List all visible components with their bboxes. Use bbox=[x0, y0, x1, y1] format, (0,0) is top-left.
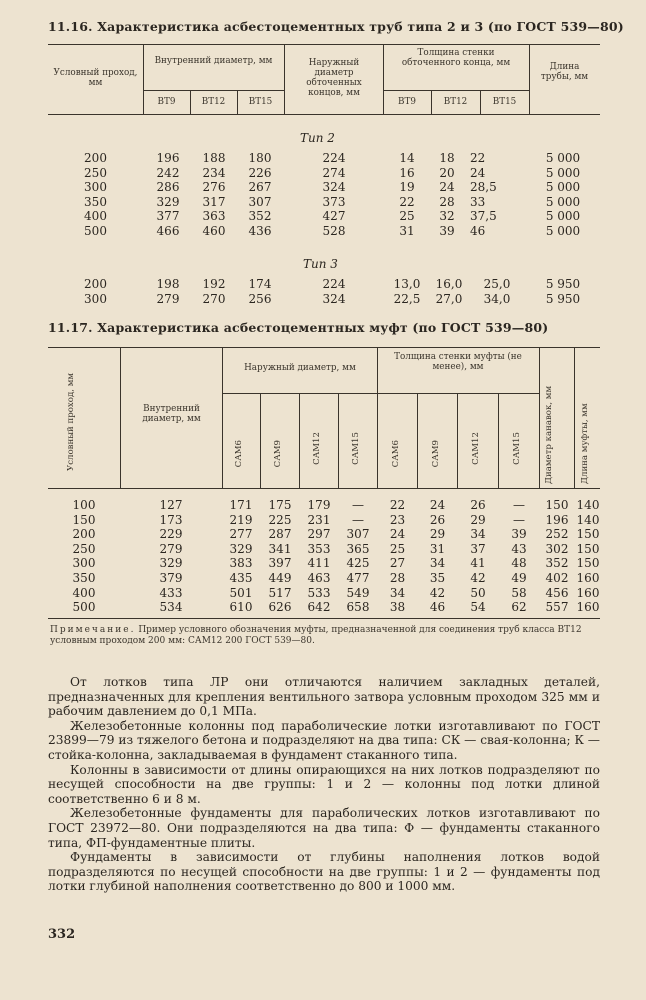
table-cell: 200 bbox=[84, 277, 107, 291]
class-header: САМ9 bbox=[431, 440, 441, 468]
table-cell: 37 bbox=[470, 541, 486, 556]
table-cell: 557 bbox=[545, 600, 569, 615]
table-cell: 150 bbox=[576, 527, 600, 542]
table-cell: 533 bbox=[307, 585, 331, 600]
table-cell: 31 bbox=[429, 541, 446, 556]
table-cell: 435 bbox=[229, 571, 253, 585]
table-cell: 300 bbox=[84, 180, 107, 194]
table-cell: 341 bbox=[268, 541, 292, 556]
table-cell: 200 bbox=[84, 151, 107, 165]
table-cell: 300 bbox=[72, 556, 96, 571]
class-header: ВТ9 bbox=[398, 97, 416, 107]
table-cell: 26 bbox=[470, 498, 486, 512]
table-cell: 150 bbox=[576, 541, 600, 556]
table-cell: 19 bbox=[399, 180, 415, 194]
table-cell: 329 bbox=[159, 556, 183, 571]
table-cell: 22 bbox=[470, 151, 486, 165]
table-row bbox=[0, 527, 646, 542]
table-cell: 229 bbox=[159, 527, 183, 542]
table-cell: 196 bbox=[545, 512, 569, 527]
table-cell: 13,0 bbox=[393, 277, 421, 291]
table-cell: 456 bbox=[545, 585, 569, 600]
paragraph: От лотков типа ЛР они отличаются наличием закладных деталей, предназначенных для крепления вентильного затвора условным проходом 325 мм и рабочим давлением до 0,1 МПа. bbox=[48, 675, 600, 719]
table-cell: 20 bbox=[439, 165, 455, 180]
table-row bbox=[0, 498, 646, 513]
table-cell: 42 bbox=[470, 571, 486, 585]
page-number: 332 bbox=[48, 927, 76, 942]
table-cell: 28 bbox=[389, 571, 406, 585]
table-cell: 38 bbox=[389, 600, 406, 615]
table-cell: 41 bbox=[470, 556, 486, 571]
table-cell: 46 bbox=[429, 600, 446, 615]
table-cell: 329 bbox=[156, 194, 180, 209]
table-cell: — bbox=[352, 498, 364, 512]
table-cell: 300 bbox=[84, 291, 107, 306]
table-cell: 22 bbox=[389, 498, 406, 512]
col2-wall-header: Толщина стенки муфты (не менее), мм bbox=[394, 352, 522, 372]
col2-inner-diam-header: Внутренний диаметр, мм bbox=[142, 404, 201, 424]
table-row bbox=[0, 277, 646, 292]
table-cell: 286 bbox=[156, 180, 180, 194]
col2-nominal-header: Условный проход, мм bbox=[66, 372, 76, 472]
table-cell: 500 bbox=[84, 223, 107, 238]
table-cell: 501 bbox=[229, 585, 253, 600]
table-cell: 27 bbox=[389, 556, 406, 571]
col-inner-diam-header: Внутренний диаметр, мм bbox=[154, 56, 273, 66]
table-cell: 174 bbox=[248, 277, 272, 291]
table-cell: 267 bbox=[248, 180, 272, 194]
table-cell: 517 bbox=[268, 585, 292, 600]
table-cell: 463 bbox=[307, 571, 331, 585]
table-cell: 279 bbox=[159, 541, 183, 556]
type2-label: Тип 2 bbox=[300, 131, 335, 145]
table-cell: 5 950 bbox=[545, 277, 581, 291]
col-length-header: Длина трубы, мм bbox=[540, 62, 589, 82]
table-cell: 626 bbox=[268, 600, 292, 615]
table-cell: — bbox=[513, 498, 525, 512]
table-cell: 26 bbox=[429, 512, 446, 527]
class-header: САМ15 bbox=[351, 432, 361, 465]
table-cell: 397 bbox=[268, 556, 292, 571]
table-cell: 188 bbox=[202, 151, 226, 165]
table-cell: 34,0 bbox=[483, 291, 511, 306]
table-cell: 365 bbox=[346, 541, 370, 556]
table-row bbox=[0, 542, 646, 557]
col-wall-header: Толщина стенки обточенного конца, мм bbox=[401, 48, 511, 68]
table-cell: 179 bbox=[307, 498, 331, 512]
table-cell: 224 bbox=[322, 151, 346, 165]
table-cell: 28 bbox=[439, 194, 455, 209]
table-cell: 363 bbox=[202, 209, 226, 223]
table-cell: 198 bbox=[156, 277, 180, 291]
table-cell: 402 bbox=[545, 571, 569, 585]
table-cell: 250 bbox=[72, 541, 96, 556]
class-header: ВТ12 bbox=[443, 97, 468, 107]
table-cell: 274 bbox=[322, 165, 346, 180]
table-cell: 224 bbox=[322, 277, 346, 291]
table-cell: 234 bbox=[202, 165, 226, 180]
table-cell: 400 bbox=[84, 209, 107, 223]
table-cell: 449 bbox=[268, 571, 292, 585]
table-cell: 379 bbox=[159, 571, 183, 585]
table-cell: 46 bbox=[470, 223, 486, 238]
table-cell: 302 bbox=[545, 541, 569, 556]
table-cell: 610 bbox=[229, 600, 253, 615]
table-cell: 411 bbox=[307, 556, 331, 571]
table-cell: 62 bbox=[511, 600, 527, 615]
type3-label: Тип 3 bbox=[303, 257, 338, 271]
table-cell: 352 bbox=[248, 209, 272, 223]
table-cell: 24 bbox=[429, 498, 446, 512]
table-row bbox=[0, 166, 646, 181]
table2-caption: 11.17. Характеристика асбестоцементных муфт (по ГОСТ 539—80) bbox=[48, 320, 549, 335]
table-cell: — bbox=[513, 512, 525, 527]
table-cell: 33 bbox=[470, 194, 486, 209]
table-cell: 42 bbox=[429, 585, 446, 600]
class-header: САМ12 bbox=[471, 432, 481, 465]
table-cell: 39 bbox=[439, 223, 455, 238]
table-cell: 171 bbox=[229, 498, 253, 512]
table-cell: 160 bbox=[576, 585, 600, 600]
table-cell: 173 bbox=[159, 512, 183, 527]
table-cell: 433 bbox=[159, 585, 183, 600]
class-header: САМ9 bbox=[273, 440, 283, 468]
table-cell: 175 bbox=[268, 498, 292, 512]
table-cell: 658 bbox=[346, 600, 370, 615]
table-cell: 34 bbox=[389, 585, 406, 600]
paragraph: Железобетонные колонны под параболические лотки изготавливают по ГОСТ 23899—79 из тяжелого бетона и подразделяют на два типа: СК — свая-колонна; К — стойка-колонна, закладываемая в фундамент стаканного типа. bbox=[48, 718, 600, 762]
table-cell: 477 bbox=[346, 571, 370, 585]
col2-outer-diam-header: Наружный диаметр, мм bbox=[244, 363, 356, 373]
table-cell: 28,5 bbox=[470, 180, 497, 194]
col2-length-header: Длина муфты, мм bbox=[580, 403, 590, 484]
table-row bbox=[0, 209, 646, 224]
table-row bbox=[0, 292, 646, 307]
table-cell: 35 bbox=[429, 571, 446, 585]
table-row bbox=[0, 571, 646, 586]
table-cell: 192 bbox=[202, 277, 226, 291]
table-row bbox=[0, 151, 646, 166]
col2-groove-header: Диаметр канавок, мм bbox=[544, 385, 554, 484]
table-cell: 270 bbox=[202, 291, 226, 306]
table-cell: 150 bbox=[545, 498, 569, 512]
table-cell: 324 bbox=[322, 180, 346, 194]
table-cell: 150 bbox=[72, 512, 96, 527]
table-cell: 23 bbox=[389, 512, 406, 527]
table-cell: 534 bbox=[159, 600, 183, 615]
table-cell: 50 bbox=[470, 585, 486, 600]
table-cell: 43 bbox=[511, 541, 527, 556]
table-cell: 5 000 bbox=[545, 151, 581, 165]
table-cell: 500 bbox=[72, 600, 96, 615]
table-cell: 317 bbox=[202, 194, 226, 209]
table-cell: 5 000 bbox=[545, 209, 581, 223]
table-cell: 350 bbox=[72, 571, 96, 585]
table-cell: 383 bbox=[229, 556, 253, 571]
table-cell: 219 bbox=[229, 512, 253, 527]
table-row bbox=[0, 600, 646, 615]
table-cell: 140 bbox=[576, 512, 600, 527]
table-cell: 22,5 bbox=[393, 291, 421, 306]
table-cell: 16 bbox=[399, 165, 415, 180]
table-cell: — bbox=[352, 512, 364, 527]
body-text bbox=[48, 675, 600, 894]
table-cell: 18 bbox=[439, 151, 455, 165]
table-cell: 307 bbox=[346, 527, 370, 542]
class-header: САМ12 bbox=[312, 432, 322, 465]
table-row bbox=[0, 180, 646, 195]
class-header: САМ15 bbox=[512, 432, 522, 465]
table-cell: 466 bbox=[156, 223, 180, 238]
table-cell: 34 bbox=[429, 556, 446, 571]
table-row bbox=[0, 513, 646, 528]
table-cell: 642 bbox=[307, 600, 331, 615]
table-cell: 427 bbox=[322, 209, 346, 223]
table-cell: 324 bbox=[322, 291, 346, 306]
table-cell: 307 bbox=[248, 194, 272, 209]
table-cell: 160 bbox=[576, 571, 600, 585]
table-cell: 200 bbox=[72, 527, 96, 542]
table-cell: 400 bbox=[72, 585, 96, 600]
table-cell: 25 bbox=[399, 209, 415, 223]
table-row bbox=[0, 586, 646, 601]
table-cell: 242 bbox=[156, 165, 180, 180]
table-cell: 37,5 bbox=[470, 209, 497, 223]
table-cell: 25,0 bbox=[483, 277, 511, 291]
table-cell: 16,0 bbox=[435, 277, 463, 291]
table-cell: 31 bbox=[399, 223, 415, 238]
table-cell: 5 000 bbox=[545, 165, 581, 180]
table-cell: 160 bbox=[576, 600, 600, 615]
table-cell: 29 bbox=[470, 512, 486, 527]
table-cell: 528 bbox=[322, 223, 346, 238]
table-cell: 34 bbox=[470, 527, 486, 542]
table1-caption: 11.16. Характеристика асбестоцементных труб типа 2 и 3 (по ГОСТ 539—80) bbox=[48, 19, 624, 34]
table-cell: 29 bbox=[429, 527, 446, 542]
table-cell: 276 bbox=[202, 180, 226, 194]
table-cell: 5 000 bbox=[545, 223, 581, 238]
table-cell: 352 bbox=[545, 556, 569, 571]
class-header: ВТ12 bbox=[201, 97, 226, 107]
table-cell: 150 bbox=[576, 556, 600, 571]
table-cell: 39 bbox=[511, 527, 527, 542]
table-cell: 287 bbox=[268, 527, 292, 542]
class-header: ВТ15 bbox=[248, 97, 273, 107]
table-cell: 22 bbox=[399, 194, 415, 209]
table-cell: 277 bbox=[229, 527, 253, 542]
table-cell: 353 bbox=[307, 541, 331, 556]
col-nominal-header: Условный проход, мм bbox=[53, 68, 138, 88]
table-cell: 49 bbox=[511, 571, 527, 585]
table-cell: 32 bbox=[439, 209, 455, 223]
table-cell: 377 bbox=[156, 209, 180, 223]
col-outer-diam-header: Наружный диаметр обточенных концов, мм bbox=[306, 58, 362, 98]
table-cell: 24 bbox=[439, 180, 455, 194]
class-header: ВТ9 bbox=[157, 97, 176, 107]
paragraph: Фундаменты в зависимости от глубины наполнения лотков водой подразделяются по несущей способности на две группы: 1 и 2 — фундаменты под лотки глубиной наполнения соответственно до 800 и 1000 мм. bbox=[48, 850, 600, 894]
table-cell: 226 bbox=[248, 165, 272, 180]
table-cell: 460 bbox=[202, 223, 226, 238]
table-cell: 252 bbox=[545, 527, 569, 542]
table-cell: 58 bbox=[511, 585, 527, 600]
table-cell: 24 bbox=[389, 527, 406, 542]
class-header: САМ6 bbox=[391, 440, 401, 468]
class-header: САМ6 bbox=[234, 440, 244, 468]
table-cell: 5 000 bbox=[545, 180, 581, 194]
table-row bbox=[0, 556, 646, 571]
table-cell: 127 bbox=[159, 498, 183, 512]
table-cell: 549 bbox=[346, 585, 370, 600]
table-cell: 225 bbox=[268, 512, 292, 527]
paragraph: Железобетонные фундаменты для параболических лотков изготавливают по ГОСТ 23972—80. Они подразделяются на два типа: Ф — фундаменты стаканного типа, ФП-фундаментные плиты. bbox=[48, 806, 600, 850]
table2-note bbox=[50, 625, 596, 647]
table-cell: 329 bbox=[229, 541, 253, 556]
table-cell: 100 bbox=[72, 498, 96, 512]
table-cell: 425 bbox=[346, 556, 370, 571]
table-cell: 250 bbox=[84, 165, 107, 180]
table-cell: 25 bbox=[389, 541, 406, 556]
table-cell: 5 950 bbox=[545, 291, 581, 306]
table-cell: 48 bbox=[511, 556, 527, 571]
table-cell: 373 bbox=[322, 194, 346, 209]
table-cell: 24 bbox=[470, 165, 486, 180]
note-text: Пример условного обозначения муфты, предназначенной для соединения труб класса ВТ12 условным проходом 200 мм: САМ12 200 ГОСТ 539—80. bbox=[50, 625, 582, 646]
table-cell: 436 bbox=[248, 223, 272, 238]
paragraph: Колонны в зависимости от длины опирающихся на них лотков подразделяют по несущей способности на две группы: 1 и 2 — колонны под лотки длиной соответственно 6 и 8 м. bbox=[48, 762, 600, 806]
table-cell: 196 bbox=[156, 151, 180, 165]
table-cell: 54 bbox=[470, 600, 486, 615]
table-cell: 27,0 bbox=[435, 291, 463, 306]
table-row bbox=[0, 195, 646, 210]
table-cell: 5 000 bbox=[545, 194, 581, 209]
table-cell: 256 bbox=[248, 291, 272, 306]
table-cell: 231 bbox=[307, 512, 331, 527]
table-cell: 279 bbox=[156, 291, 180, 306]
note-label: Примечание. bbox=[50, 625, 136, 635]
table-cell: 14 bbox=[399, 151, 415, 165]
class-header: ВТ15 bbox=[492, 97, 517, 107]
table-cell: 140 bbox=[576, 498, 600, 512]
table-cell: 180 bbox=[248, 151, 272, 165]
table-cell: 350 bbox=[84, 194, 107, 209]
table-row bbox=[0, 224, 646, 239]
table-cell: 297 bbox=[307, 527, 331, 542]
